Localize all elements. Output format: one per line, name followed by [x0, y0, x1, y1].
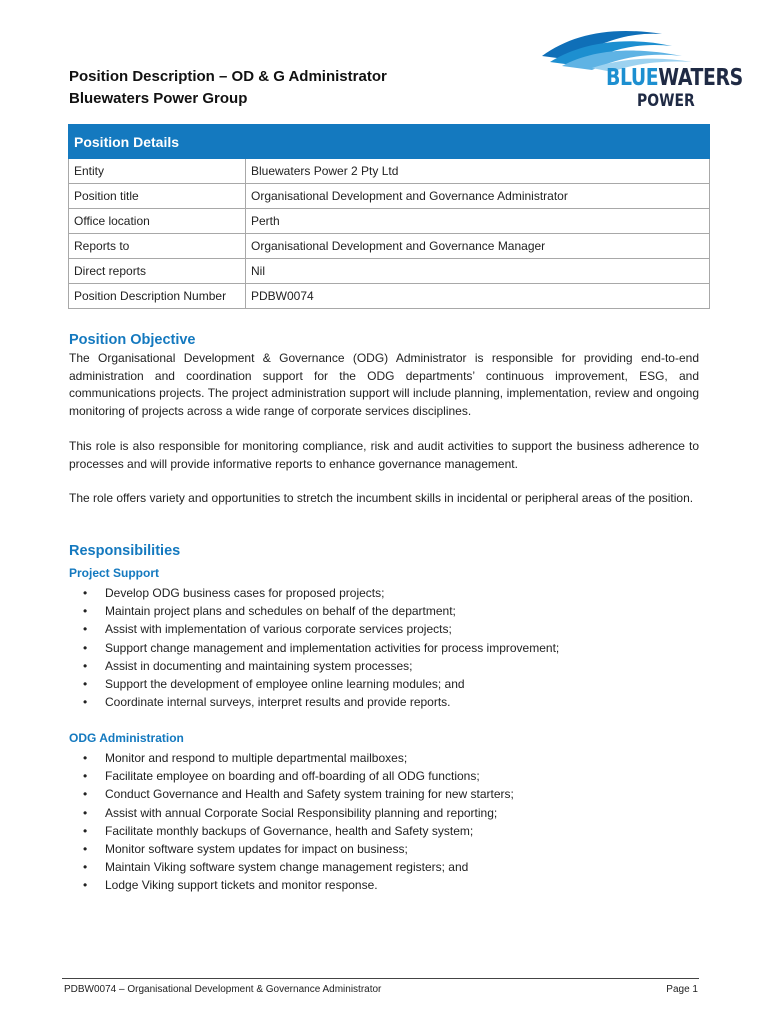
- row-value: Organisational Development and Governance Manager: [246, 234, 710, 259]
- objective-paragraph-2: This role is also responsible for monitoring compliance, risk and audit activities to support the business adherence to processes and will provide informative reports to enhance governance management.: [69, 439, 699, 471]
- table-row: [69, 159, 710, 184]
- table-row: [69, 209, 710, 234]
- list-item: • Maintain Viking software system change management registers; and: [69, 858, 699, 876]
- position-objective-heading: Position Objective: [69, 332, 196, 348]
- row-value: PDBW0074: [246, 284, 710, 309]
- footer-document-label: PDBW0074 – Organisational Development & Governance Administrator: [64, 984, 382, 995]
- objective-paragraph-1: The Organisational Development & Governance (ODG) Administrator is responsible for providing end-to-end administration and coordination support for the ODG departments’ continuous improvement, ESG, and communications projects. The project administration support will include planning, implementation, review and ongoing monitoring of projects across a wide range of corporate services disciplines.: [69, 351, 699, 418]
- row-key: Office location: [69, 209, 246, 234]
- row-value: Perth: [246, 209, 710, 234]
- list-item: • Facilitate employee on boarding and off-boarding of all ODG functions;: [69, 767, 699, 785]
- table-row: [69, 284, 710, 309]
- table-row: [69, 184, 710, 209]
- row-value: Nil: [246, 259, 710, 284]
- row-key: Reports to: [69, 234, 246, 259]
- odg-administration-heading: ODG Administration: [69, 731, 184, 745]
- list-item: • Monitor software system updates for impact on business;: [69, 840, 699, 858]
- footer-divider: [62, 978, 699, 979]
- responsibilities-heading: Responsibilities: [69, 543, 181, 559]
- odg-administration-list: [69, 749, 699, 895]
- document-title: [69, 66, 387, 110]
- objective-paragraph-3: The role offers variety and opportunities to stretch the incumbent skills in incidental or peripheral areas of the position.: [69, 491, 694, 505]
- list-item: • Assist in documenting and maintaining system processes;: [69, 657, 699, 675]
- row-value: Organisational Development and Governance Administrator: [246, 184, 710, 209]
- list-item: • Support the development of employee online learning modules; and: [69, 675, 699, 693]
- row-value: Bluewaters Power 2 Pty Ltd: [246, 159, 710, 184]
- list-item: • Maintain project plans and schedules on behalf of the department;: [69, 602, 699, 620]
- list-item: • Assist with annual Corporate Social Responsibility planning and reporting;: [69, 804, 699, 822]
- table-row: [69, 259, 710, 284]
- logo-subtext: POWER: [637, 91, 695, 111]
- row-key: Position title: [69, 184, 246, 209]
- list-item: • Develop ODG business cases for proposed projects;: [69, 584, 699, 602]
- position-details-heading: Position Details: [69, 125, 710, 159]
- list-item: • Coordinate internal surveys, interpret results and provide reports.: [69, 693, 699, 711]
- title-line-1: Position Description – OD & G Administrator: [69, 68, 387, 85]
- list-item: • Support change management and implementation activities for process improvement;: [69, 639, 699, 657]
- logo-wordmark: BLUEWATERS: [606, 65, 743, 91]
- project-support-list: [69, 584, 699, 711]
- list-item: • Facilitate monthly backups of Governance, health and Safety system;: [69, 822, 699, 840]
- footer-page-number: Page 1: [666, 984, 698, 995]
- list-item: • Assist with implementation of various corporate services projects;: [69, 620, 699, 638]
- list-item: • Monitor and respond to multiple departmental mailboxes;: [69, 749, 699, 767]
- position-details-table: [68, 124, 710, 309]
- table-row: [69, 234, 710, 259]
- row-key: Direct reports: [69, 259, 246, 284]
- bluewaters-logo: [532, 26, 743, 118]
- list-item: • Lodge Viking support tickets and monitor response.: [69, 876, 699, 894]
- row-key: Position Description Number: [69, 284, 246, 309]
- project-support-heading: Project Support: [69, 566, 160, 580]
- list-item: • Conduct Governance and Health and Safety system training for new starters;: [69, 785, 699, 803]
- title-line-2: Bluewaters Power Group: [69, 90, 248, 107]
- row-key: Entity: [69, 159, 246, 184]
